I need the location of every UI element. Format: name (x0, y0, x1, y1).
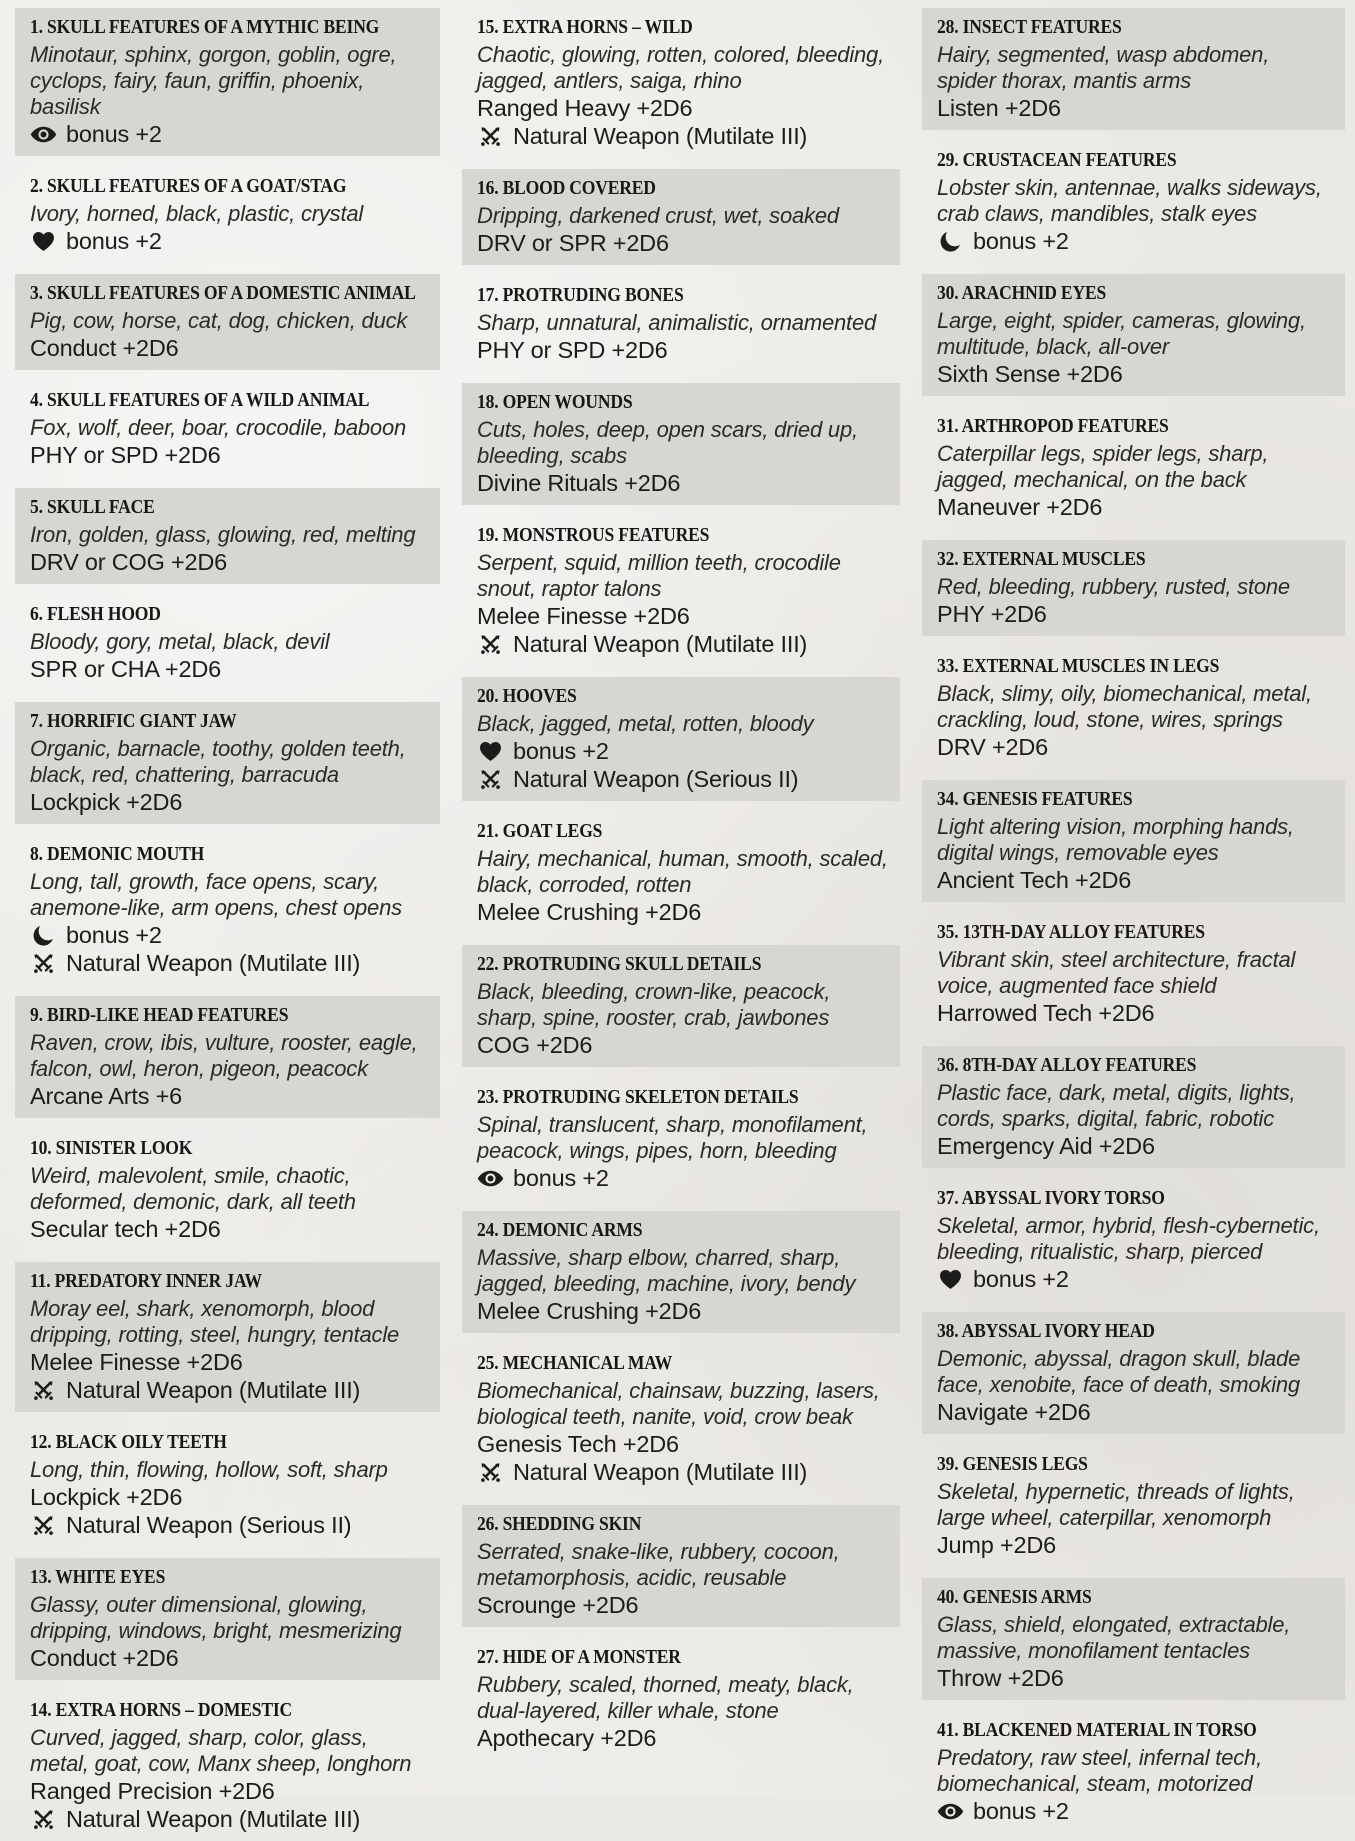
effect-text: Ranged Precision +2D6 (30, 1778, 275, 1804)
mutation-entry (922, 780, 1345, 902)
entry-effects (30, 921, 428, 977)
effect-text: bonus +2 (513, 1165, 609, 1191)
entry-title: 4. SKULL FEATURES OF A WILD ANIMAL (30, 390, 370, 411)
effect-text: Ranged Heavy +2D6 (477, 95, 693, 121)
entry-effects (30, 120, 428, 148)
entry-effects (30, 1215, 428, 1243)
effect-text: bonus +2 (66, 228, 162, 254)
entry-description: Predatory, raw steel, infernal tech, biomechanical, steam, motorized (937, 1745, 1262, 1796)
entry-description: Large, eight, spider, cameras, glowing, multitude, black, all-over (937, 308, 1306, 359)
entry-description: Curved, jagged, sharp, color, glass, metal, goat, cow, Manx sheep, longhorn (30, 1725, 412, 1776)
effect-line (937, 600, 1333, 628)
entry-title: 24. DEMONIC ARMS (477, 1220, 643, 1241)
entry-description: Minotaur, sphinx, gorgon, goblin, ogre, cyclops, fairy, faun, griffin, phoenix, basilisk (30, 42, 397, 119)
entry-effects (937, 1664, 1333, 1692)
effect-line (30, 1511, 428, 1539)
entry-effects (937, 866, 1333, 894)
entry-title: 27. HIDE OF A MONSTER (477, 1647, 681, 1668)
effect-text: Maneuver +2D6 (937, 494, 1103, 520)
effect-text: Emergency Aid +2D6 (937, 1133, 1155, 1159)
effect-line (937, 866, 1333, 894)
effect-line (937, 1132, 1333, 1160)
effect-text: bonus +2 (66, 121, 162, 147)
entry-effects (477, 1297, 888, 1325)
mutation-entry (15, 167, 440, 263)
entry-effects (477, 602, 888, 658)
entry-description: Glass, shield, elongated, extractable, massive, monofilament tentacles (937, 1612, 1291, 1663)
entry-title: 13. WHITE EYES (30, 1567, 166, 1588)
effect-line (937, 1265, 1333, 1293)
entry-title: 8. DEMONIC MOUTH (30, 844, 205, 865)
entry-title: 9. BIRD-LIKE HEAD FEATURES (30, 1005, 289, 1026)
entry-title: 22. PROTRUDING SKULL DETAILS (477, 954, 762, 975)
effect-text: Arcane Arts +6 (30, 1083, 182, 1109)
effect-text: DRV or COG +2D6 (30, 549, 228, 575)
effect-line (477, 765, 888, 793)
mutation-entry (15, 1691, 440, 1841)
effect-text: bonus +2 (66, 922, 162, 948)
effect-text: Melee Finesse +2D6 (477, 603, 690, 629)
swords-icon (477, 768, 504, 791)
entry-title: 17. PROTRUDING BONES (477, 285, 684, 306)
entry-effects (30, 441, 428, 469)
swords-icon (477, 1461, 504, 1484)
mutation-entry (922, 274, 1345, 396)
entry-effects (937, 999, 1333, 1027)
entry-description: Lobster skin, antennae, walks sideways, crab claws, mandibles, stalk eyes (937, 175, 1322, 226)
effect-text: Lockpick +2D6 (30, 789, 183, 815)
effect-line (30, 1082, 428, 1110)
entry-description: Black, slimy, oily, biomechanical, metal, crackling, loud, stone, wires, springs (937, 681, 1312, 732)
entry-title: 2. SKULL FEATURES OF A GOAT/STAG (30, 176, 347, 197)
effect-line (477, 469, 888, 497)
mutation-entry (15, 835, 440, 985)
entry-title: 12. BLACK OILY TEETH (30, 1432, 227, 1453)
entry-title: 30. ARACHNID EYES (937, 283, 1107, 304)
effect-line (937, 1797, 1333, 1825)
entry-title: 25. MECHANICAL MAW (477, 1353, 673, 1374)
entry-effects (937, 600, 1333, 628)
mutation-entry (15, 8, 440, 156)
entry-effects (477, 1164, 888, 1192)
effect-text: Natural Weapon (Mutilate III) (513, 123, 808, 149)
entry-effects (30, 548, 428, 576)
mutation-entry (462, 677, 900, 801)
eye-icon (477, 1170, 504, 1187)
effect-text: bonus +2 (973, 1798, 1069, 1824)
effect-line (30, 655, 428, 683)
effect-line (937, 1398, 1333, 1426)
entry-effects (937, 1398, 1333, 1426)
entry-effects (937, 493, 1333, 521)
entry-title: 15. EXTRA HORNS – WILD (477, 17, 693, 38)
effect-text: Throw +2D6 (937, 1665, 1064, 1691)
entry-description: Cuts, holes, deep, open scars, dried up, bleeding, scabs (477, 417, 858, 468)
entry-title: 41. BLACKENED MATERIAL IN TORSO (937, 1720, 1257, 1741)
entry-title: 21. GOAT LEGS (477, 821, 603, 842)
mutation-entry (922, 1578, 1345, 1700)
entry-description: Skeletal, hypernetic, threads of lights, large wheel, caterpillar, xenomorph (937, 1479, 1295, 1530)
entry-effects (30, 1348, 428, 1404)
effect-line (30, 949, 428, 977)
entry-title: 39. GENESIS LEGS (937, 1454, 1088, 1475)
entry-effects (30, 227, 428, 255)
effect-text: Natural Weapon (Serious II) (66, 1512, 352, 1538)
column-2 (462, 8, 900, 1797)
heart-icon (30, 231, 57, 252)
mutation-entry (922, 647, 1345, 769)
swords-icon (30, 1379, 57, 1402)
entry-description: Hairy, mechanical, human, smooth, scaled, black, corroded, rotten (477, 846, 888, 897)
entry-description: Black, bleeding, crown-like, peacock, sharp, spine, rooster, crab, jawbones (477, 979, 831, 1030)
entry-description: Hairy, segmented, wasp abdomen, spider thorax, mantis arms (937, 42, 1270, 93)
effect-line (477, 336, 888, 364)
entry-description: Caterpillar legs, spider legs, sharp, jagged, mechanical, on the back (937, 441, 1269, 492)
effect-line (937, 999, 1333, 1027)
effect-line (30, 1777, 428, 1805)
effect-text: Secular tech +2D6 (30, 1216, 221, 1242)
entry-title: 5. SKULL FACE (30, 497, 155, 518)
column-3 (922, 8, 1345, 1824)
effect-line (477, 737, 888, 765)
effect-text: Sixth Sense +2D6 (937, 361, 1123, 387)
mutation-entry (15, 595, 440, 691)
mutation-entry (462, 516, 900, 666)
entry-description: Dripping, darkened crust, wet, soaked (477, 203, 839, 228)
effect-text: Divine Rituals +2D6 (477, 470, 681, 496)
entry-effects (937, 1797, 1333, 1825)
effect-line (30, 1805, 428, 1833)
entry-description: Long, thin, flowing, hollow, soft, sharp (30, 1457, 388, 1482)
effect-text: SPR or CHA +2D6 (30, 656, 221, 682)
moon-icon (937, 231, 964, 252)
mutation-entry (922, 1179, 1345, 1301)
entry-title: 20. HOOVES (477, 686, 577, 707)
effect-line (30, 227, 428, 255)
entry-description: Chaotic, glowing, rotten, colored, bleeding, jagged, antlers, saiga, rhino (477, 42, 885, 93)
entry-effects (477, 737, 888, 793)
effect-line (477, 1430, 888, 1458)
entry-description: Light altering vision, morphing hands, digital wings, removable eyes (937, 814, 1294, 865)
entry-description: Rubbery, scaled, thorned, meaty, black, dual-layered, killer whale, stone (477, 1672, 854, 1723)
entry-effects (937, 360, 1333, 388)
entry-effects (477, 1591, 888, 1619)
effect-line (30, 334, 428, 362)
effect-line (937, 1531, 1333, 1559)
entry-effects (477, 469, 888, 497)
effect-text: Genesis Tech +2D6 (477, 1431, 679, 1457)
effect-line (30, 1644, 428, 1672)
effect-text: bonus +2 (513, 738, 609, 764)
effect-text: Ancient Tech +2D6 (937, 867, 1132, 893)
entry-effects (477, 336, 888, 364)
effect-text: Natural Weapon (Serious II) (513, 766, 799, 792)
effect-text: Apothecary +2D6 (477, 1725, 657, 1751)
effect-text: COG +2D6 (477, 1032, 593, 1058)
mutation-entry (922, 1312, 1345, 1434)
entry-description: Iron, golden, glass, glowing, red, melting (30, 522, 416, 547)
entry-description: Glassy, outer dimensional, glowing, dripping, windows, bright, mesmerizing (30, 1592, 402, 1643)
effect-text: bonus +2 (973, 1266, 1069, 1292)
entry-description: Vibrant skin, steel architecture, fractal voice, augmented face shield (937, 947, 1296, 998)
entry-effects (477, 898, 888, 926)
entry-title: 37. ABYSSAL IVORY TORSO (937, 1188, 1165, 1209)
effect-line (30, 548, 428, 576)
entry-title: 7. HORRIFIC GIANT JAW (30, 711, 237, 732)
effect-text: Melee Finesse +2D6 (30, 1349, 243, 1375)
entry-description: Black, jagged, metal, rotten, bloody (477, 711, 814, 736)
effect-line (937, 227, 1333, 255)
mutation-entry (15, 381, 440, 477)
entry-effects (30, 655, 428, 683)
entry-description: Serrated, snake-like, rubbery, cocoon, metamorphosis, acidic, reusable (477, 1539, 840, 1590)
mutation-entry (922, 540, 1345, 636)
swords-icon (30, 952, 57, 975)
effect-text: Natural Weapon (Mutilate III) (513, 631, 808, 657)
effect-text: Listen +2D6 (937, 95, 1061, 121)
effect-text: Natural Weapon (Mutilate III) (513, 1459, 808, 1485)
mutation-entry (15, 1423, 440, 1547)
entry-title: 11. PREDATORY INNER JAW (30, 1271, 262, 1292)
effect-text: DRV +2D6 (937, 734, 1048, 760)
effect-line (30, 1348, 428, 1376)
entry-description: Serpent, squid, million teeth, crocodile snout, raptor talons (477, 550, 841, 601)
mutation-entry (922, 407, 1345, 529)
effect-line (937, 733, 1333, 761)
entry-title: 16. BLOOD COVERED (477, 178, 656, 199)
effect-line (477, 94, 888, 122)
heart-icon (477, 741, 504, 762)
mutation-entry (15, 702, 440, 824)
entry-description: Bloody, gory, metal, black, devil (30, 629, 330, 654)
effect-line (30, 441, 428, 469)
mutation-entry (462, 1505, 900, 1627)
swords-icon (477, 633, 504, 656)
entry-title: 18. OPEN WOUNDS (477, 392, 633, 413)
entry-effects (937, 1265, 1333, 1293)
effect-text: PHY or SPD +2D6 (477, 337, 668, 363)
entry-title: 35. 13TH-DAY ALLOY FEATURES (937, 922, 1205, 943)
swords-icon (30, 1808, 57, 1831)
entry-description: Massive, sharp elbow, charred, sharp, jagged, bleeding, machine, ivory, bendy (477, 1245, 856, 1296)
mutation-entry (15, 1262, 440, 1412)
effect-line (30, 788, 428, 816)
mutation-entry (15, 996, 440, 1118)
effect-line (477, 1724, 888, 1752)
effect-text: Conduct +2D6 (30, 335, 179, 361)
entry-title: 6. FLESH HOOD (30, 604, 161, 625)
entry-description: Biomechanical, chainsaw, buzzing, lasers, biological teeth, nanite, void, crow beak (477, 1378, 880, 1429)
effect-line (30, 1376, 428, 1404)
mutation-entry (922, 913, 1345, 1035)
entry-effects (30, 334, 428, 362)
swords-icon (30, 1514, 57, 1537)
entry-title: 14. EXTRA HORNS – DOMESTIC (30, 1700, 293, 1721)
mutation-entry (462, 1078, 900, 1200)
mutation-entry (462, 945, 900, 1067)
effect-text: Natural Weapon (Mutilate III) (66, 1377, 361, 1403)
eye-icon (30, 126, 57, 143)
entry-description: Spinal, translucent, sharp, monofilament, peacock, wings, pipes, horn, bleeding (477, 1112, 868, 1163)
entry-effects (477, 1031, 888, 1059)
mutation-entry (922, 141, 1345, 263)
mutation-entry (462, 8, 900, 158)
entry-effects (30, 788, 428, 816)
mutation-entry (462, 1638, 900, 1760)
entry-effects (937, 94, 1333, 122)
entry-description: Skeletal, armor, hybrid, flesh-cybernetic, bleeding, ritualistic, sharp, pierced (937, 1213, 1320, 1264)
eye-icon (937, 1803, 964, 1820)
entry-effects (30, 1082, 428, 1110)
mutation-entry (15, 1558, 440, 1680)
mutation-entry (922, 1445, 1345, 1567)
effect-line (937, 493, 1333, 521)
moon-icon (30, 925, 57, 946)
entry-description: Red, bleeding, rubbery, rusted, stone (937, 574, 1290, 599)
entry-description: Pig, cow, horse, cat, dog, chicken, duck (30, 308, 408, 333)
entry-effects (937, 227, 1333, 255)
entry-effects (477, 94, 888, 150)
mutation-entry (15, 274, 440, 370)
effect-text: PHY +2D6 (937, 601, 1047, 627)
entry-title: 26. SHEDDING SKIN (477, 1514, 642, 1535)
entry-title: 23. PROTRUDING SKELETON DETAILS (477, 1087, 799, 1108)
entry-effects (937, 1132, 1333, 1160)
mutation-entry (922, 1046, 1345, 1168)
effect-line (937, 1664, 1333, 1692)
effect-text: Melee Crushing +2D6 (477, 899, 702, 925)
effect-text: Melee Crushing +2D6 (477, 1298, 702, 1324)
entry-title: 32. EXTERNAL MUSCLES (937, 549, 1146, 570)
effect-line (937, 360, 1333, 388)
entry-effects (30, 1483, 428, 1539)
heart-icon (937, 1269, 964, 1290)
effect-line (477, 1164, 888, 1192)
entry-title: 10. SINISTER LOOK (30, 1138, 193, 1159)
entry-description: Weird, malevolent, smile, chaotic, deformed, demonic, dark, all teeth (30, 1163, 356, 1214)
entry-title: 19. MONSTROUS FEATURES (477, 525, 710, 546)
effect-line (30, 1483, 428, 1511)
entry-title: 40. GENESIS ARMS (937, 1587, 1092, 1608)
effect-text: Natural Weapon (Mutilate III) (66, 950, 361, 976)
effect-line (30, 921, 428, 949)
effect-text: Jump +2D6 (937, 1532, 1057, 1558)
entry-effects (477, 1430, 888, 1486)
effect-text: PHY or SPD +2D6 (30, 442, 221, 468)
effect-text: Navigate +2D6 (937, 1399, 1091, 1425)
entry-title: 34. GENESIS FEATURES (937, 789, 1133, 810)
entry-effects (30, 1777, 428, 1833)
column-1 (15, 8, 440, 1832)
effect-text: bonus +2 (973, 228, 1069, 254)
entry-title: 3. SKULL FEATURES OF A DOMESTIC ANIMAL (30, 283, 416, 304)
entry-title: 33. EXTERNAL MUSCLES IN LEGS (937, 656, 1220, 677)
effect-line (477, 229, 888, 257)
mutation-entry (922, 1711, 1345, 1833)
entry-effects (30, 1644, 428, 1672)
effect-text: Scrounge +2D6 (477, 1592, 639, 1618)
entry-description: Ivory, horned, black, plastic, crystal (30, 201, 364, 226)
entry-effects (937, 1531, 1333, 1559)
entry-description: Moray eel, shark, xenomorph, blood dripping, rotting, steel, hungry, tentacle (30, 1296, 400, 1347)
mutation-entry (462, 812, 900, 934)
effect-line (477, 630, 888, 658)
entry-title: 36. 8TH-DAY ALLOY FEATURES (937, 1055, 1197, 1076)
mutation-entry (922, 8, 1345, 130)
effect-line (477, 1297, 888, 1325)
effect-line (30, 1215, 428, 1243)
mutation-entry (462, 276, 900, 372)
effect-text: Conduct +2D6 (30, 1645, 179, 1671)
effect-text: Natural Weapon (Mutilate III) (66, 1806, 361, 1832)
effect-text: DRV or SPR +2D6 (477, 230, 669, 256)
entry-description: Demonic, abyssal, dragon skull, blade face, xenobite, face of death, smoking (937, 1346, 1301, 1397)
entry-description: Plastic face, dark, metal, digits, lights, cords, sparks, digital, fabric, robotic (937, 1080, 1296, 1131)
mutation-entry (15, 488, 440, 584)
entry-title: 31. ARTHROPOD FEATURES (937, 416, 1169, 437)
entry-title: 1. SKULL FEATURES OF A MYTHIC BEING (30, 17, 380, 38)
effect-line (30, 120, 428, 148)
swords-icon (477, 125, 504, 148)
entry-title: 28. INSECT FEATURES (937, 17, 1122, 38)
mutation-entry (462, 383, 900, 505)
entry-description: Long, tall, growth, face opens, scary, anemone-like, arm opens, chest opens (30, 869, 402, 920)
effect-line (477, 1031, 888, 1059)
entry-effects (937, 733, 1333, 761)
entry-effects (477, 1724, 888, 1752)
effect-text: Lockpick +2D6 (30, 1484, 183, 1510)
mutation-entry (15, 1129, 440, 1251)
mutation-entry (462, 1344, 900, 1494)
entry-description: Organic, barnacle, toothy, golden teeth, black, red, chattering, barracuda (30, 736, 406, 787)
effect-line (477, 602, 888, 630)
entry-description: Raven, crow, ibis, vulture, rooster, eagle, falcon, owl, heron, pigeon, peacock (30, 1030, 418, 1081)
effect-line (477, 898, 888, 926)
entry-title: 29. CRUSTACEAN FEATURES (937, 150, 1177, 171)
entry-description: Sharp, unnatural, animalistic, ornamented (477, 310, 877, 335)
entry-description: Fox, wolf, deer, boar, crocodile, baboon (30, 415, 407, 440)
effect-text: Harrowed Tech +2D6 (937, 1000, 1155, 1026)
effect-line (937, 94, 1333, 122)
entry-title: 38. ABYSSAL IVORY HEAD (937, 1321, 1155, 1342)
entry-effects (477, 229, 888, 257)
mutation-entry (462, 1211, 900, 1333)
effect-line (477, 1458, 888, 1486)
effect-line (477, 122, 888, 150)
effect-line (477, 1591, 888, 1619)
mutation-entry (462, 169, 900, 265)
